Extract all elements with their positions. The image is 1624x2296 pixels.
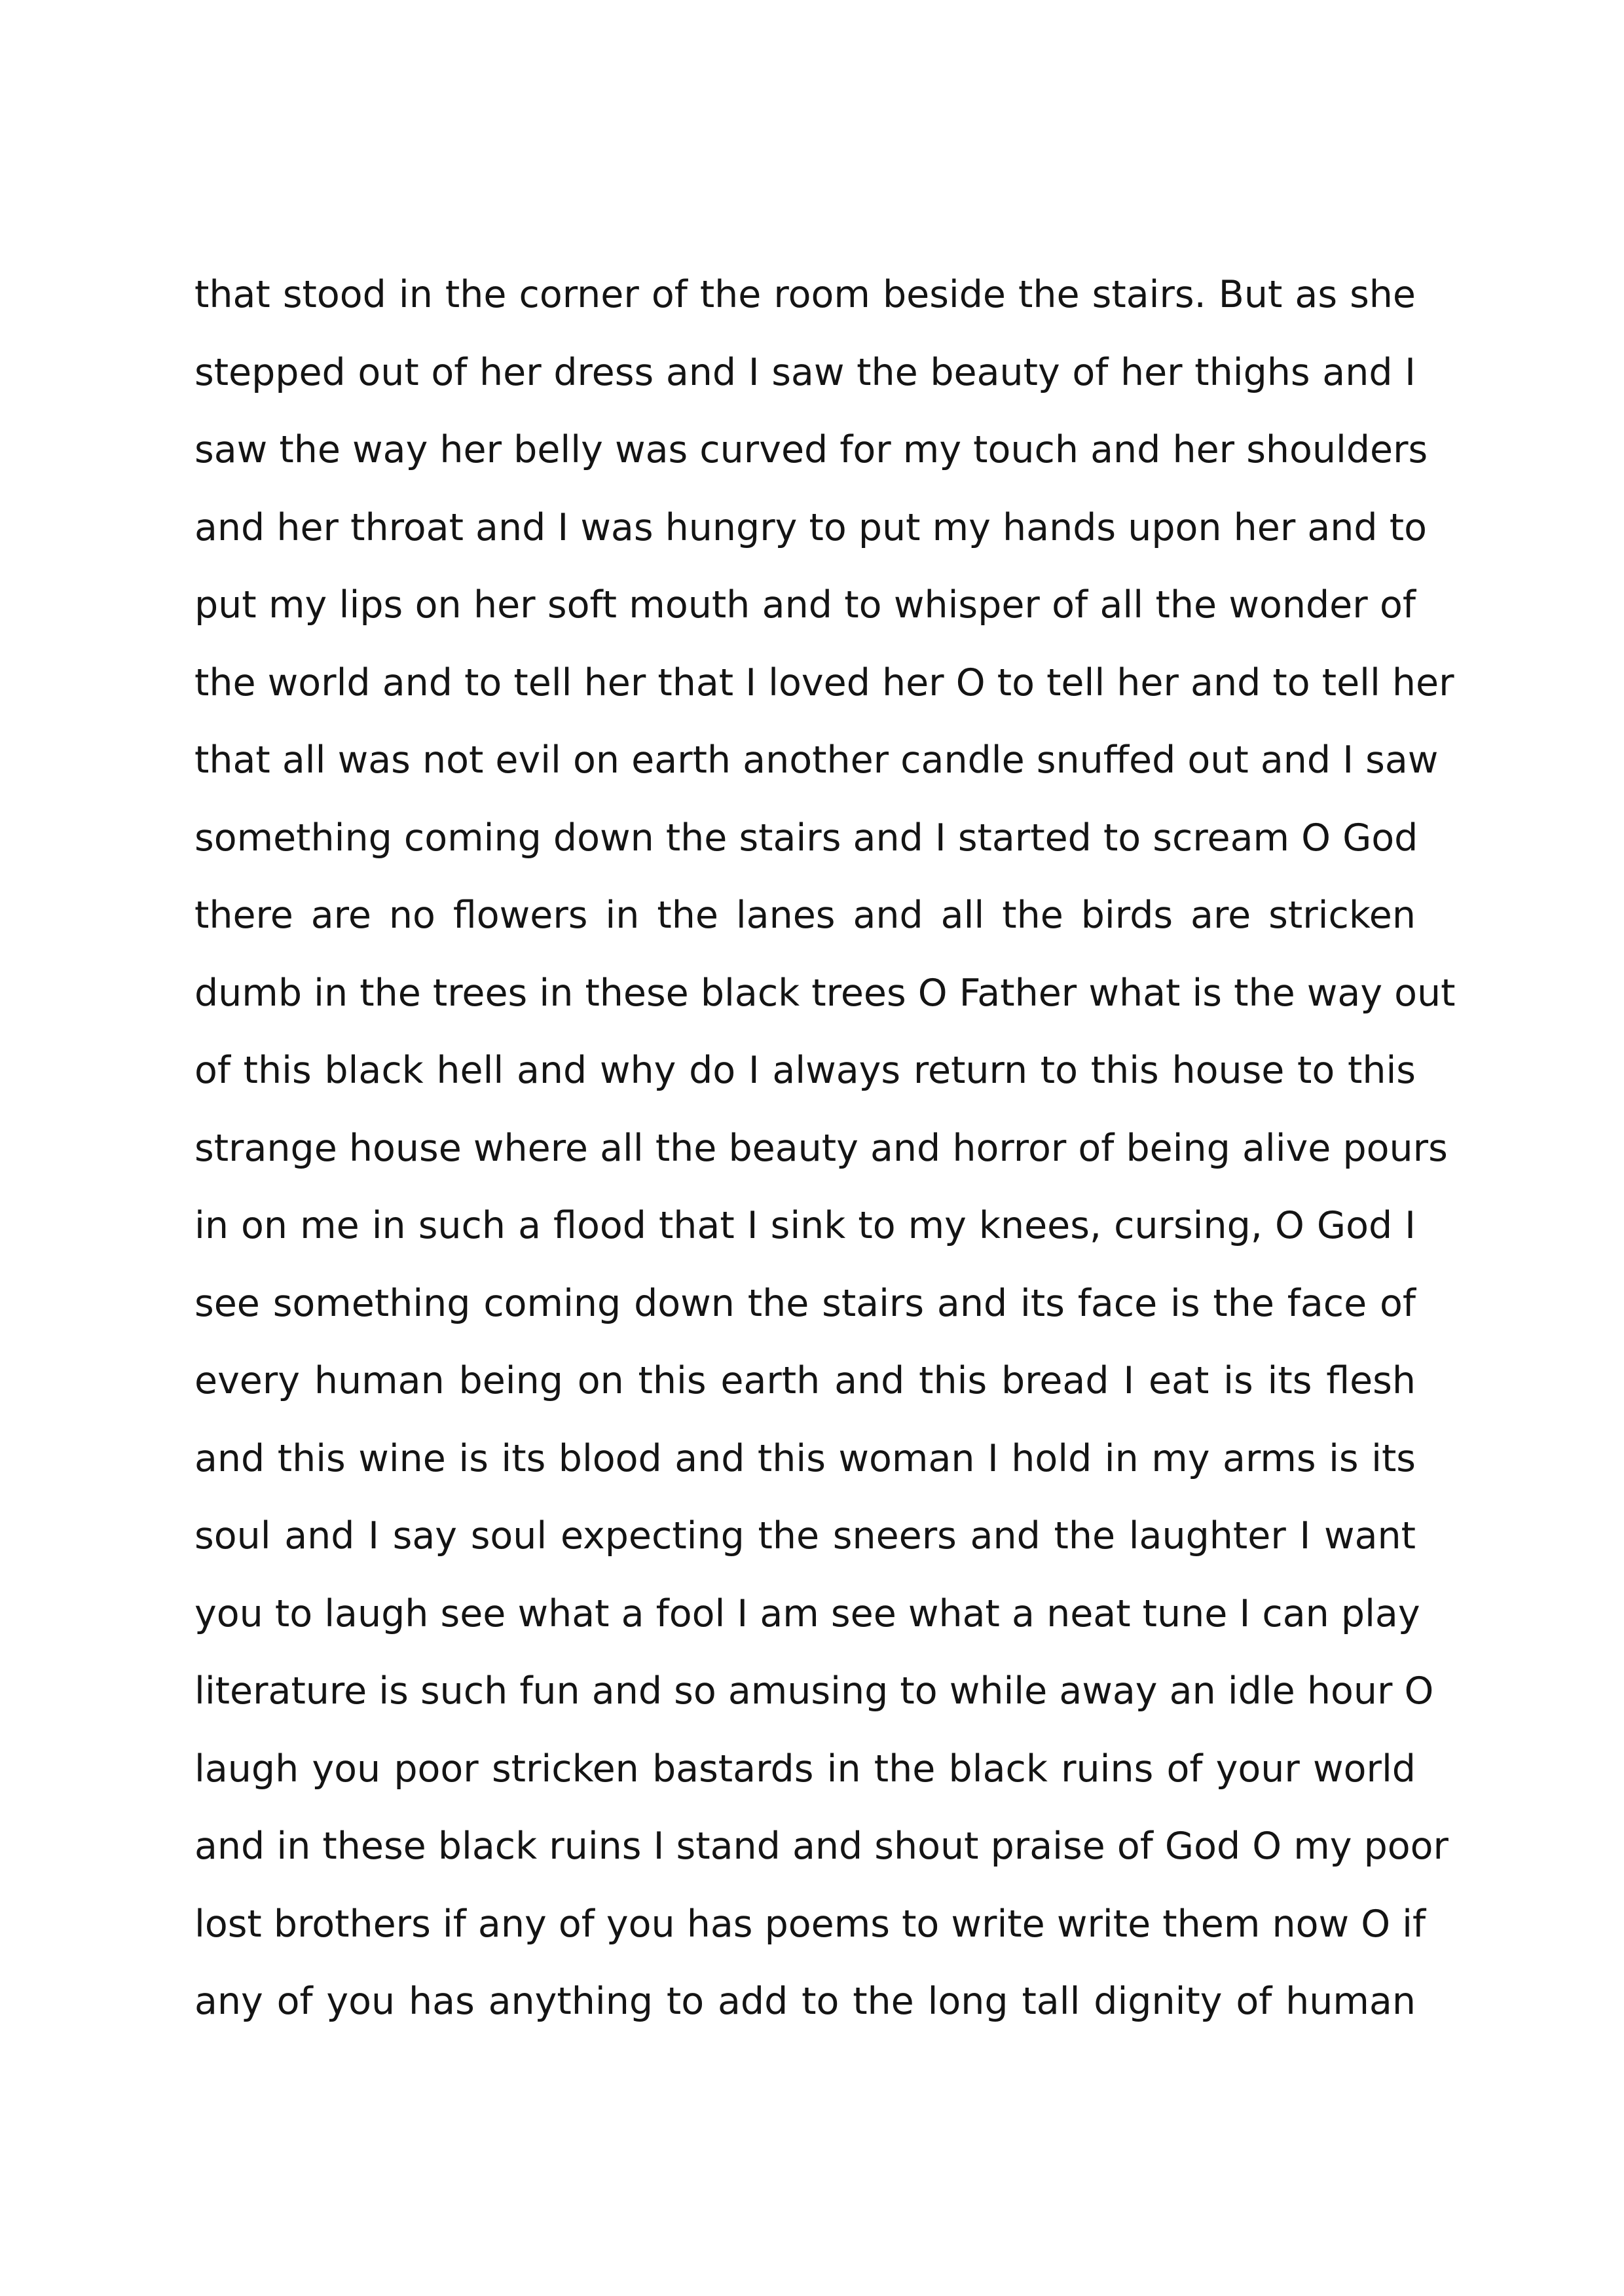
text-line: saw the way her belly was curved for my touch and her shoulders [194,428,1428,471]
text-line: strange house where all the beauty and horror of being alive pours [194,1126,1448,1170]
text-line: soul and I say soul expecting the sneers and the laughter I want [194,1514,1416,1558]
text-line: that stood in the corner of the room beside the stairs. But as she [194,273,1416,316]
text-line: you to laugh see what a fool I am see what a neat tune I can play [194,1592,1420,1635]
text-line: and her throat and I was hungry to put my hands upon her and to [194,505,1427,549]
text-line: that all was not evil on earth another candle snuffed out and I saw [194,738,1439,782]
text-line: any of you has anything to add to the long tall dignity of human [194,1980,1416,2023]
text-line: see something coming down the stairs and its face is the face of [194,1281,1416,1325]
text-line: something coming down the stairs and I started to scream O God [194,816,1418,860]
text-line: stepped out of her dress and I saw the beauty of her thighs and I [194,350,1416,394]
text-line: every human being on this earth and this bread I eat is its flesh [194,1359,1416,1402]
text-line: dumb in the trees in these black trees O Father what is the way out [194,971,1456,1015]
text-line: in on me in such a flood that I sink to my knees, cursing, O God I [194,1204,1416,1247]
text-line: literature is such fun and so amusing to while away an idle hour O [194,1669,1434,1713]
text-line: put my lips on her soft mouth and to whisper of all the wonder of [194,583,1416,627]
text-line: and this wine is its blood and this woman I hold in my arms is its [194,1436,1416,1480]
text-line: the world and to tell her that I loved her O to tell her and to tell her [194,661,1454,704]
text-line: lost brothers if any of you has poems to write write them now O if [194,1902,1426,1946]
text-line: laugh you poor stricken bastards in the black ruins of your world [194,1747,1416,1791]
text-line: there are no flowers in the lanes and all the birds are stricken [194,894,1416,937]
text-line: and in these black ruins I stand and shout praise of God O my poor [194,1825,1449,1868]
text-line: of this black hell and why do I always return to this house to this [194,1049,1416,1092]
body-text [194,271,1456,2056]
